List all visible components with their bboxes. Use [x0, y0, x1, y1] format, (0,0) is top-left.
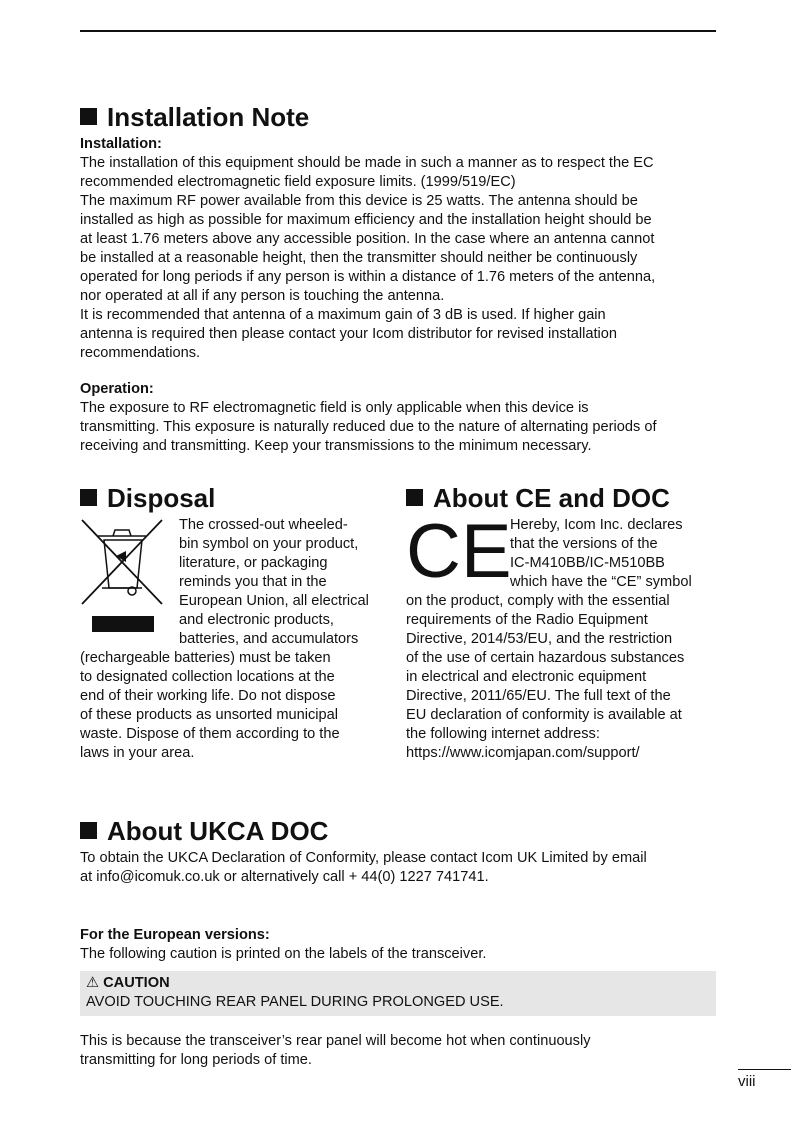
disposal-heading: Disposal	[80, 483, 215, 513]
text-line: reminds you that in the	[179, 574, 327, 590]
footer-rule	[738, 1069, 791, 1070]
closing-section	[80, 1032, 720, 1070]
text-line: on the product, comply with the essential	[406, 593, 670, 609]
text-line: The installation of this equipment should be made in such a manner as to respect the EC	[80, 155, 654, 171]
caution-title: ⚠ CAUTION	[86, 975, 170, 991]
text-line: European Union, all electrical	[179, 593, 369, 609]
text-line: of the use of certain hazardous substances	[406, 650, 685, 666]
text-line: be installed at a reasonable height, then the transmitter should neither be continuously	[80, 250, 638, 266]
european-versions-section	[80, 926, 720, 964]
ce-text-bottom	[406, 592, 684, 763]
operation-label: Operation:	[80, 381, 154, 397]
page-number: viii	[738, 1073, 756, 1090]
text-line: the following internet address:	[406, 726, 600, 742]
installation-label: Installation:	[80, 136, 162, 152]
crossed-out-wheelie-bin-icon	[80, 518, 164, 634]
text-line: nor operated at all if any person is touching the antenna.	[80, 288, 445, 304]
text-line: batteries, and accumulators	[179, 631, 359, 647]
text-line: Directive, 2011/65/EU. The full text of the	[406, 688, 671, 704]
square-bullet-icon	[80, 108, 97, 125]
installation-section	[80, 135, 720, 363]
text-line: operated for long periods if any person is within a distance of 1.76 meters of the antenna,	[80, 269, 656, 285]
text-line: which have the “CE” symbol	[510, 574, 692, 590]
caution-box	[80, 971, 716, 1016]
text-line: end of their working life. Do not dispose	[80, 688, 336, 704]
text-line: requirements of the Radio Equipment	[406, 612, 648, 628]
text-line: of these products as unsorted municipal	[80, 707, 338, 723]
text-line: waste. Dispose of them according to the	[80, 726, 340, 742]
text-line: that the versions of the	[510, 536, 658, 552]
square-bullet-icon	[80, 489, 97, 506]
text-line: at info@icomuk.co.uk or alternatively call + 44(0) 1227 741741.	[80, 869, 489, 885]
text-line: It is recommended that antenna of a maximum gain of 3 dB is used. If higher gain	[80, 307, 606, 323]
text-line: EU declaration of conformity is available at	[406, 707, 682, 723]
text-line: in electrical and electronic equipment	[406, 669, 647, 685]
text-line: Hereby, Icom Inc. declares	[510, 517, 683, 533]
ce-doc-heading: About CE and DOC	[406, 483, 670, 513]
text-line: laws in your area.	[80, 745, 195, 761]
text-line: and electronic products,	[179, 612, 334, 628]
text-line: literature, or packaging	[179, 555, 328, 571]
text-line: The exposure to RF electromagnetic field is only applicable when this device is	[80, 400, 589, 416]
ce-text-top	[510, 516, 692, 592]
text-line: The maximum RF power available from this device is 25 watts. The antenna should be	[80, 193, 638, 209]
ce-mark-text: CE	[406, 509, 512, 594]
installation-note-heading: Installation Note	[80, 102, 309, 132]
operation-section	[80, 380, 720, 456]
text-line: bin symbol on your product,	[179, 536, 359, 552]
text-line: at least 1.76 meters above any accessible position. In the case where an antenna cannot	[80, 231, 655, 247]
text-line: recommendations.	[80, 345, 201, 361]
text-line: transmitting. This exposure is naturally reduced due to the nature of alternating periods of	[80, 419, 657, 435]
text-line: (rechargeable batteries) must be taken	[80, 650, 331, 666]
text-line: to designated collection locations at the	[80, 669, 335, 685]
text-line: To obtain the UKCA Declaration of Conformity, please contact Icom UK Limited by email	[80, 850, 647, 866]
text-line: This is because the transceiver’s rear panel will become hot when continuously	[80, 1033, 591, 1049]
text-line: installed as high as possible for maximum efficiency and the installation height should be	[80, 212, 652, 228]
text-line: The crossed-out wheeled-	[179, 517, 348, 533]
support-url: https://www.icomjapan.com/support/	[406, 745, 640, 761]
square-bullet-icon	[406, 489, 423, 506]
text-line: The following caution is printed on the labels of the transceiver.	[80, 946, 487, 962]
text-line: receiving and transmitting. Keep your transmissions to the minimum necessary.	[80, 438, 592, 454]
caution-text: AVOID TOUCHING REAR PANEL DURING PROLONGED USE.	[86, 994, 504, 1010]
european-versions-label: For the European versions:	[80, 927, 270, 943]
disposal-text-top	[179, 516, 369, 649]
text-line: IC-M410BB/IC-M510BB	[510, 555, 665, 571]
disposal-text-bottom	[80, 649, 340, 763]
text-line: transmitting for long periods of time.	[80, 1052, 312, 1068]
square-bullet-icon	[80, 822, 97, 839]
text-line: antenna is required then please contact your Icom distributor for revised installation	[80, 326, 618, 342]
ukca-section	[80, 849, 720, 887]
ukca-doc-heading: About UKCA DOC	[80, 816, 328, 846]
header-rule	[80, 30, 716, 32]
ce-mark-icon	[406, 509, 512, 594]
text-line: recommended electromagnetic field exposure limits. (1999/519/EC)	[80, 174, 516, 190]
text-line: Directive, 2014/53/EU, and the restriction	[406, 631, 673, 647]
